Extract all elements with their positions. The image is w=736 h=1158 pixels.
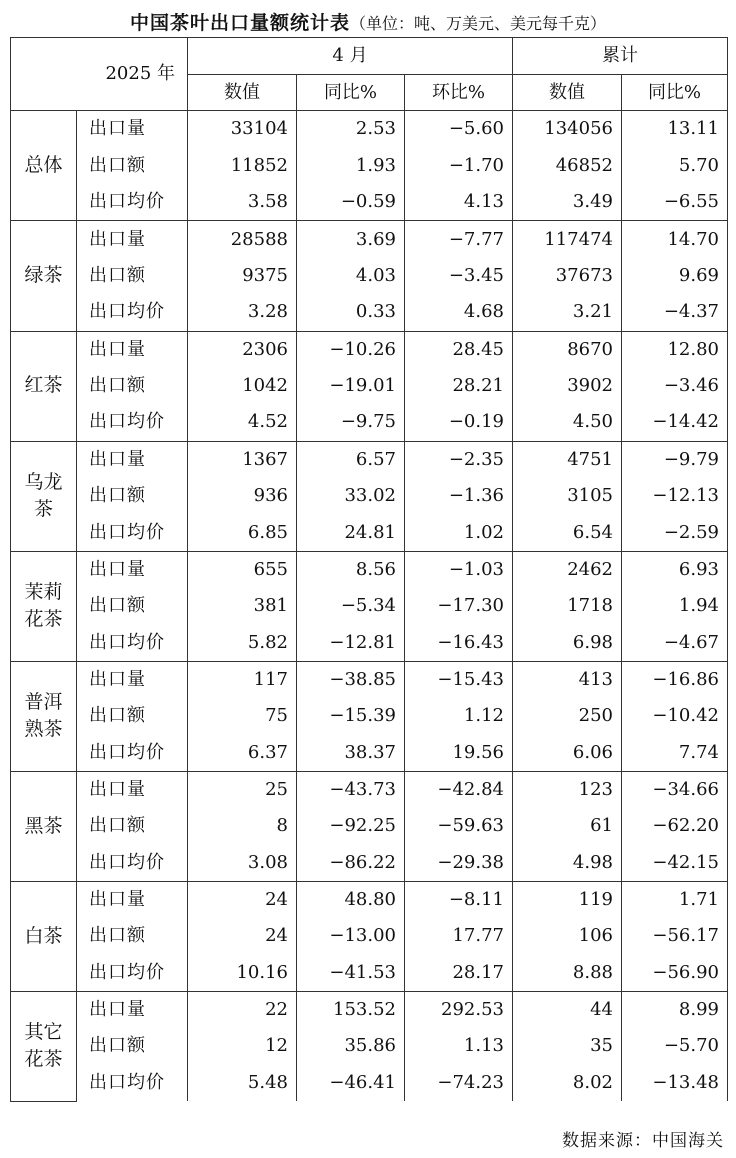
value-cell: −16.43 [405, 625, 513, 662]
value-cell: 8670 [513, 331, 622, 368]
value-cell: −43.73 [297, 771, 405, 808]
value-cell: 1.71 [622, 881, 728, 918]
header-cumulative-yoy: 同比% [622, 74, 728, 111]
value-cell: −13.48 [622, 1065, 728, 1102]
item-label: 出口额 [77, 698, 188, 735]
table-title-main: 中国茶叶出口量额统计表 [129, 12, 350, 34]
value-cell: −12.81 [297, 625, 405, 662]
item-label: 出口均价 [77, 1065, 188, 1102]
value-cell: −46.41 [297, 1065, 405, 1102]
item-label: 出口量 [77, 441, 188, 478]
value-cell: 117474 [513, 221, 622, 258]
table-row [11, 478, 728, 515]
value-cell: 1.93 [297, 148, 405, 185]
value-cell: −29.38 [405, 845, 513, 882]
value-cell: 1.02 [405, 514, 513, 551]
value-cell: 28.17 [405, 955, 513, 992]
value-cell: −8.11 [405, 881, 513, 918]
value-cell: −2.35 [405, 441, 513, 478]
value-cell: 28.45 [405, 331, 513, 368]
table-row [11, 661, 728, 698]
value-cell: 10.16 [188, 955, 297, 992]
header-year: 2025 年 [11, 38, 188, 111]
value-cell: −1.70 [405, 148, 513, 185]
item-label: 出口量 [77, 991, 188, 1028]
value-cell: 6.98 [513, 625, 622, 662]
value-cell: −1.36 [405, 478, 513, 515]
table-row [11, 771, 728, 808]
value-cell: −10.26 [297, 331, 405, 368]
value-cell: −17.30 [405, 588, 513, 625]
table-body [11, 111, 728, 1102]
table-row [11, 404, 728, 441]
item-label: 出口额 [77, 368, 188, 405]
value-cell: 24.81 [297, 514, 405, 551]
value-cell: 1.13 [405, 1028, 513, 1065]
value-cell: 33104 [188, 111, 297, 148]
item-label: 出口额 [77, 1028, 188, 1065]
value-cell: 46852 [513, 148, 622, 185]
table-row [11, 735, 728, 772]
value-cell: 6.57 [297, 441, 405, 478]
value-cell: −13.00 [297, 918, 405, 955]
value-cell: −10.42 [622, 698, 728, 735]
value-cell: 5.48 [188, 1065, 297, 1102]
value-cell: 75 [188, 698, 297, 735]
category-cell: 普洱 熟茶 [11, 661, 77, 771]
value-cell: −6.55 [622, 184, 728, 221]
value-cell: −62.20 [622, 808, 728, 845]
value-cell: 2306 [188, 331, 297, 368]
category-cell: 乌龙 茶 [11, 441, 77, 551]
value-cell: 44 [513, 991, 622, 1028]
value-cell: 13.11 [622, 111, 728, 148]
value-cell: 3902 [513, 368, 622, 405]
value-cell: 5.70 [622, 148, 728, 185]
table-row [11, 294, 728, 331]
value-cell: 413 [513, 661, 622, 698]
value-cell: 123 [513, 771, 622, 808]
value-cell: 292.53 [405, 991, 513, 1028]
value-cell: −15.43 [405, 661, 513, 698]
table-row [11, 1028, 728, 1065]
value-cell: −4.67 [622, 625, 728, 662]
value-cell: 4.68 [405, 294, 513, 331]
table-title [0, 8, 736, 38]
value-cell: 6.85 [188, 514, 297, 551]
table-row [11, 441, 728, 478]
value-cell: −9.79 [622, 441, 728, 478]
item-label: 出口量 [77, 111, 188, 148]
item-label: 出口均价 [77, 184, 188, 221]
value-cell: −15.39 [297, 698, 405, 735]
value-cell: 35 [513, 1028, 622, 1065]
value-cell: −16.86 [622, 661, 728, 698]
value-cell: −14.42 [622, 404, 728, 441]
category-cell: 茉莉 花茶 [11, 551, 77, 661]
value-cell: −4.37 [622, 294, 728, 331]
value-cell: 4751 [513, 441, 622, 478]
value-cell: 14.70 [622, 221, 728, 258]
header-month-mom: 环比% [405, 74, 513, 111]
value-cell: 1.94 [622, 588, 728, 625]
table-row [11, 845, 728, 882]
table-row [11, 514, 728, 551]
value-cell: 7.74 [622, 735, 728, 772]
value-cell: −56.90 [622, 955, 728, 992]
value-cell: −19.01 [297, 368, 405, 405]
table-row [11, 808, 728, 845]
value-cell: 38.37 [297, 735, 405, 772]
value-cell: 12.80 [622, 331, 728, 368]
value-cell: −0.19 [405, 404, 513, 441]
value-cell: 381 [188, 588, 297, 625]
value-cell: −9.75 [297, 404, 405, 441]
item-label: 出口量 [77, 881, 188, 918]
value-cell: 3.21 [513, 294, 622, 331]
category-cell: 红茶 [11, 331, 77, 441]
item-label: 出口量 [77, 661, 188, 698]
value-cell: −59.63 [405, 808, 513, 845]
value-cell: 1.12 [405, 698, 513, 735]
value-cell: 9.69 [622, 258, 728, 295]
value-cell: −34.66 [622, 771, 728, 808]
value-cell: 12 [188, 1028, 297, 1065]
value-cell: 2462 [513, 551, 622, 588]
value-cell: 28.21 [405, 368, 513, 405]
item-label: 出口均价 [77, 294, 188, 331]
value-cell: 3105 [513, 478, 622, 515]
value-cell: −0.59 [297, 184, 405, 221]
value-cell: 119 [513, 881, 622, 918]
value-cell: 4.03 [297, 258, 405, 295]
item-label: 出口均价 [77, 404, 188, 441]
value-cell: 61 [513, 808, 622, 845]
value-cell: −3.45 [405, 258, 513, 295]
value-cell: −56.17 [622, 918, 728, 955]
value-cell: 4.52 [188, 404, 297, 441]
category-cell: 总体 [11, 111, 77, 221]
value-cell: 35.86 [297, 1028, 405, 1065]
value-cell: 5.82 [188, 625, 297, 662]
value-cell: 6.06 [513, 735, 622, 772]
value-cell: 19.56 [405, 735, 513, 772]
value-cell: −38.85 [297, 661, 405, 698]
item-label: 出口额 [77, 478, 188, 515]
value-cell: 11852 [188, 148, 297, 185]
table-row [11, 625, 728, 662]
value-cell: 25 [188, 771, 297, 808]
value-cell: −12.13 [622, 478, 728, 515]
value-cell: 4.98 [513, 845, 622, 882]
value-cell: 6.37 [188, 735, 297, 772]
item-label: 出口均价 [77, 845, 188, 882]
item-label: 出口量 [77, 221, 188, 258]
value-cell: 117 [188, 661, 297, 698]
table-row [11, 184, 728, 221]
table-row [11, 331, 728, 368]
value-cell: 3.58 [188, 184, 297, 221]
value-cell: −42.84 [405, 771, 513, 808]
item-label: 出口均价 [77, 625, 188, 662]
value-cell: 6.54 [513, 514, 622, 551]
value-cell: −86.22 [297, 845, 405, 882]
value-cell: 8.02 [513, 1065, 622, 1102]
value-cell: 106 [513, 918, 622, 955]
value-cell: 4.50 [513, 404, 622, 441]
value-cell: 37673 [513, 258, 622, 295]
item-label: 出口均价 [77, 735, 188, 772]
value-cell: 655 [188, 551, 297, 588]
value-cell: −42.15 [622, 845, 728, 882]
table-row [11, 955, 728, 992]
header-month-yoy: 同比% [297, 74, 405, 111]
table-row [11, 588, 728, 625]
item-label: 出口量 [77, 771, 188, 808]
category-cell: 绿茶 [11, 221, 77, 331]
value-cell: −5.70 [622, 1028, 728, 1065]
value-cell: 1367 [188, 441, 297, 478]
value-cell: −3.46 [622, 368, 728, 405]
value-cell: −5.34 [297, 588, 405, 625]
value-cell: 2.53 [297, 111, 405, 148]
tea-export-table [10, 37, 728, 1102]
value-cell: 8.88 [513, 955, 622, 992]
header-cumulative-value: 数值 [513, 74, 622, 111]
category-cell: 白茶 [11, 881, 77, 991]
value-cell: 1718 [513, 588, 622, 625]
value-cell: −92.25 [297, 808, 405, 845]
table-row [11, 111, 728, 148]
item-label: 出口额 [77, 918, 188, 955]
item-label: 出口额 [77, 588, 188, 625]
value-cell: 9375 [188, 258, 297, 295]
value-cell: 250 [513, 698, 622, 735]
value-cell: 134056 [513, 111, 622, 148]
table-row [11, 551, 728, 588]
data-source: 数据来源：中国海关 [562, 1131, 724, 1151]
table-row [11, 918, 728, 955]
item-label: 出口额 [77, 148, 188, 185]
value-cell: 3.69 [297, 221, 405, 258]
value-cell: 3.08 [188, 845, 297, 882]
value-cell: 17.77 [405, 918, 513, 955]
value-cell: 8 [188, 808, 297, 845]
value-cell: 936 [188, 478, 297, 515]
value-cell: 24 [188, 918, 297, 955]
value-cell: 8.56 [297, 551, 405, 588]
value-cell: 8.99 [622, 991, 728, 1028]
item-label: 出口均价 [77, 955, 188, 992]
value-cell: 1042 [188, 368, 297, 405]
header-cumulative: 累计 [513, 38, 728, 75]
table-row [11, 258, 728, 295]
table-title-unit: （单位：吨、万美元、美元每千克） [350, 14, 607, 33]
value-cell: 3.28 [188, 294, 297, 331]
value-cell: 4.13 [405, 184, 513, 221]
value-cell: 0.33 [297, 294, 405, 331]
item-label: 出口均价 [77, 514, 188, 551]
value-cell: −2.59 [622, 514, 728, 551]
item-label: 出口额 [77, 808, 188, 845]
value-cell: 6.93 [622, 551, 728, 588]
value-cell: −1.03 [405, 551, 513, 588]
table-row [11, 881, 728, 918]
value-cell: 33.02 [297, 478, 405, 515]
table-row [11, 221, 728, 258]
category-cell: 其它 花茶 [11, 991, 77, 1101]
table-row [11, 148, 728, 185]
value-cell: 22 [188, 991, 297, 1028]
table-row [11, 698, 728, 735]
value-cell: −7.77 [405, 221, 513, 258]
value-cell: 3.49 [513, 184, 622, 221]
value-cell: −74.23 [405, 1065, 513, 1102]
item-label: 出口量 [77, 331, 188, 368]
value-cell: 28588 [188, 221, 297, 258]
header-month-value: 数值 [188, 74, 297, 111]
table-row [11, 368, 728, 405]
value-cell: 48.80 [297, 881, 405, 918]
item-label: 出口额 [77, 258, 188, 295]
category-cell: 黑茶 [11, 771, 77, 881]
value-cell: −5.60 [405, 111, 513, 148]
header-month: 4 月 [188, 38, 513, 75]
table-row [11, 991, 728, 1028]
table-row [11, 1065, 728, 1102]
value-cell: 153.52 [297, 991, 405, 1028]
item-label: 出口量 [77, 551, 188, 588]
value-cell: −41.53 [297, 955, 405, 992]
value-cell: 24 [188, 881, 297, 918]
